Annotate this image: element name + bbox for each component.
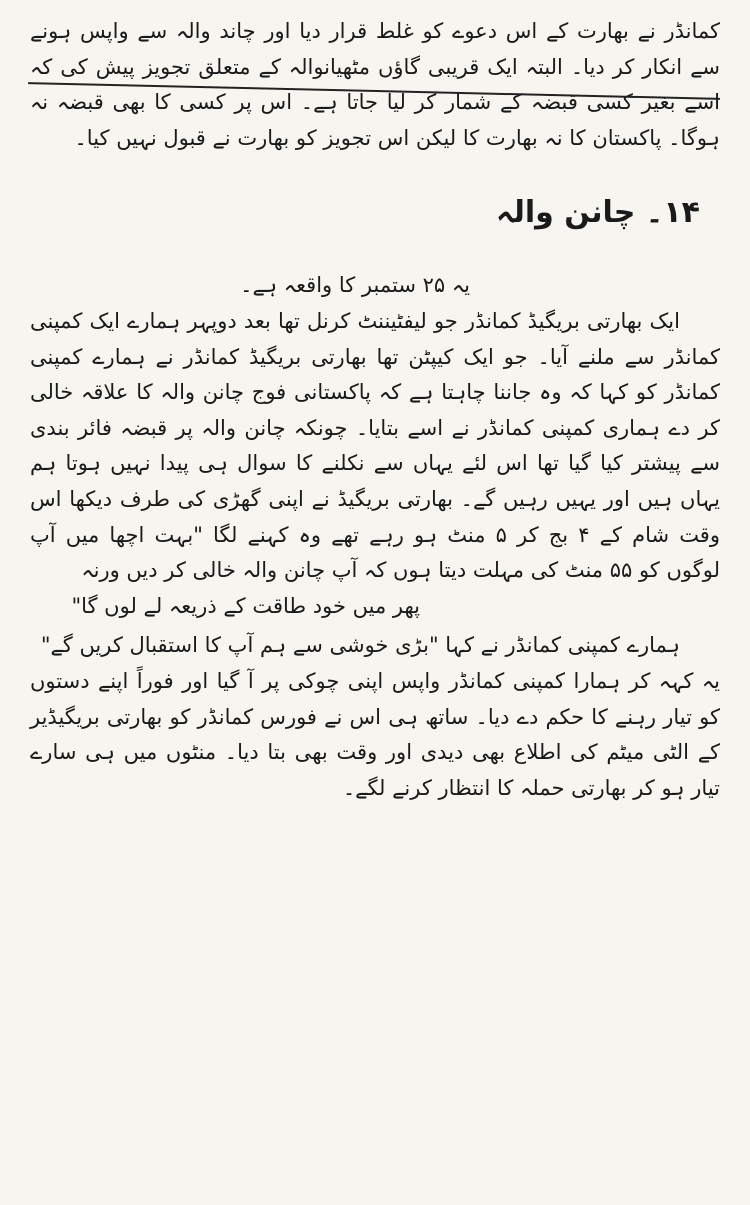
- paragraph-1-end: پھر میں خود طاقت کے ذریعہ لے لوں گا": [71, 593, 420, 618]
- paragraph-1: ایک بھارتی بریگیڈ کمانڈر جو لیفٹیننٹ کرنل تھا بعد دوپہر ہمارے ایک کمپنی کمانڈر سے ملنے آیا۔ جو ایک کیپٹن تھا بھارتی بریگیڈ کمانڈر نے ہمارے کمپنی کمانڈر کو کہا کہ وہ جاننا چاہتا ہے کہ پاکستانی فوج چانن والہ کا علاقہ خالی کر دے ہماری کمپنی کمانڈر نے اسے بتایا۔ چونکہ چانن والہ پر قبضہ فائر بندی سے پیشتر کیا گیا تھا اس لئے یہاں سے نکلنے کا سوال ہی پیدا نہیں ہوتا ہم یہاں ہیں اور یہیں رہیں گے۔ بھارتی بریگیڈ نے اپنی گھڑی کی طرف دیکھا اس وقت شام کے ۴ بج کر ۵ منٹ ہو رہے تھے وہ کہنے لگا "بہت اچھا میں آپ لوگوں کو ۵۵ منٹ کی مہلت دیتا ہوں کہ آپ چانن والہ خالی کر دیں ورنہ: [30, 308, 720, 583]
- paragraph-2: ہمارے کمپنی کمانڈر نے کہا "بڑی خوشی سے ہم آپ کا استقبال کریں گے": [40, 633, 680, 658]
- date-line: یہ ۲۵ ستمبر کا واقعہ ہے۔: [240, 273, 470, 298]
- section-heading: ۱۴۔ چانن والہ: [495, 195, 700, 231]
- top-paragraph: کمانڈر نے بھارت کے اس دعوے کو غلط قرار دیا اور چاند والہ سے واپس ہونے سے انکار کر دیا۔ البتہ ایک قریبی گاؤں مٹھیانوالہ کے متعلق تجویز پیش کی کہ اسے بغیر کسی قبضہ کے شمار کر لیا جاتا ہے۔ اس پر کسی کا بھی قبضہ نہ ہوگا۔ پاکستان کا نہ بھارت کا لیکن اس تجویز کو بھارت نے قبول نہیں کیا۔: [30, 19, 720, 150]
- paragraph-3: یہ کہہ کر ہمارا کمپنی کمانڈر واپس اپنی چوکی پر آ گیا اور فوراً اپنے دستوں کو تیار رہنے کا حکم دے دیا۔ ساتھ ہی اس نے فورس کمانڈر کو بھارتی بریگیڈیر کے الٹی میٹم کی اطلاع بھی دیدی اور وقت بھی بتا دیا۔ منٹوں میں ہی سارے تیار ہو کر بھارتی حملہ کا انتظار کرنے لگے۔: [30, 668, 720, 800]
